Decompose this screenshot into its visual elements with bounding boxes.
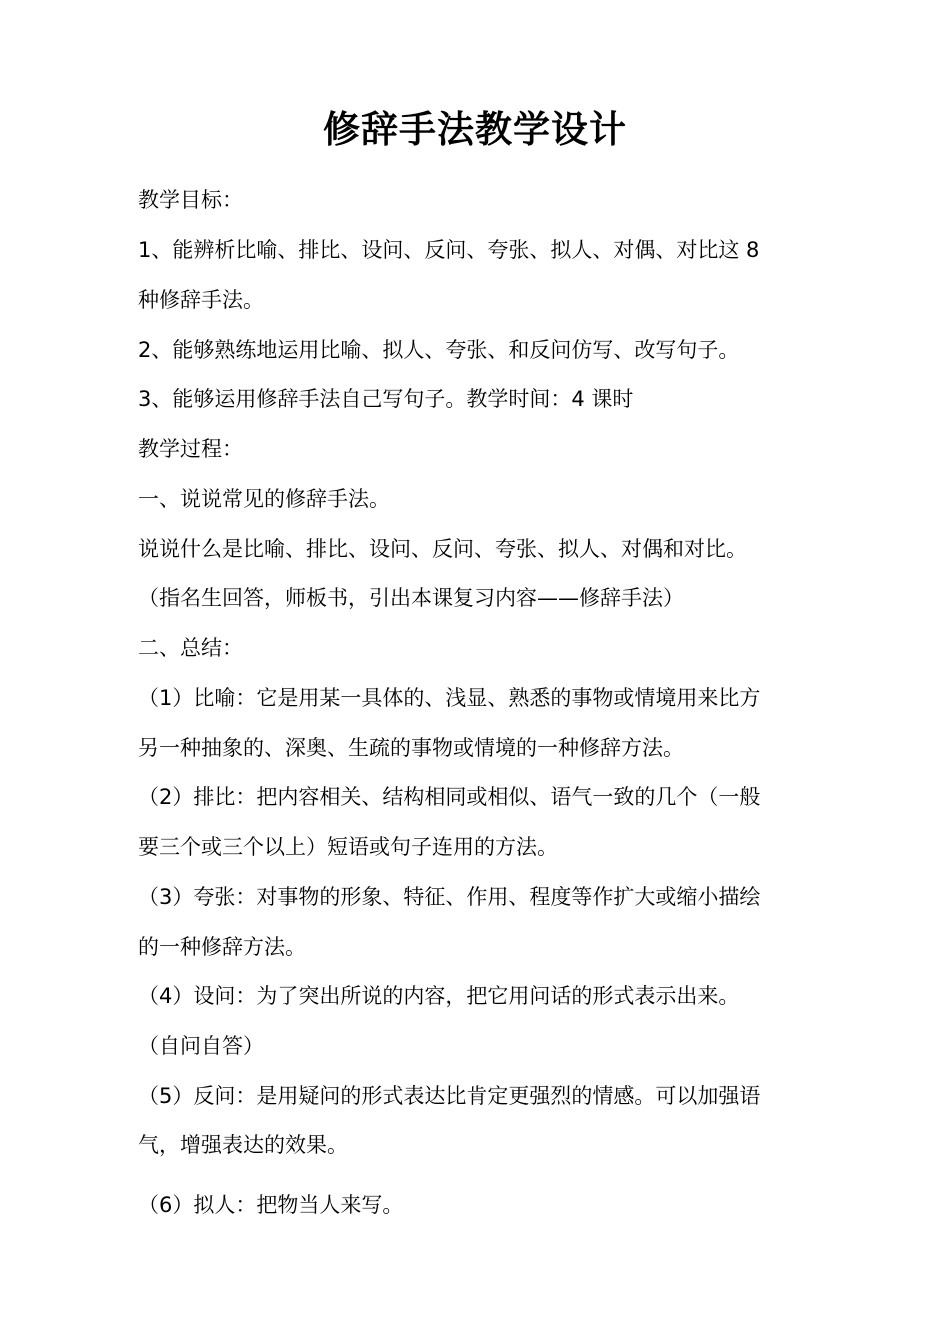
text-line: （1）比喻：它是用某一具体的、浅显、熟悉的事物或情境用来比方 (138, 686, 761, 710)
text-line: 二、总结： (138, 636, 243, 660)
text-line: 3、能够运用修辞手法自己写句子。教学时间：4 课时 (138, 387, 634, 411)
text-line: 种修辞手法。 (138, 288, 264, 312)
text-line: 教学目标： (138, 188, 243, 212)
text-line: 气，增强表达的效果。 (138, 1133, 348, 1157)
text-line: （4）设问：为了突出所说的内容，把它用问话的形式表示出来。 (138, 984, 740, 1008)
text-line: （2）排比：把内容相关、结构相同或相似、语气一致的几个（一般 (138, 785, 761, 809)
text-line: 教学过程： (138, 437, 243, 461)
text-line: （自问自答） (138, 1034, 264, 1058)
text-line: （6）拟人：把物当人来写。 (138, 1193, 404, 1217)
text-line: （3）夸张：对事物的形象、特征、作用、程度等作扩大或缩小描绘 (138, 885, 761, 909)
text-line: （5）反问：是用疑问的形式表达比肯定更强烈的情感。可以加强语 (138, 1084, 761, 1108)
text-line: 要三个或三个以上）短语或句子连用的方法。 (138, 835, 558, 859)
text-line: 一、说说常见的修辞手法。 (138, 487, 390, 511)
text-line: 1、能辨析比喻、排比、设问、反问、夸张、拟人、对偶、对比这 8 (138, 238, 760, 262)
text-line: （指名生回答，师板书，引出本课复习内容——修辞手法） (138, 586, 684, 610)
page-title: 修辞手法教学设计 (323, 108, 627, 151)
text-line: 另一种抽象的、深奥、生疏的事物或情境的一种修辞方法。 (138, 736, 684, 760)
text-line: 2、能够熟练地运用比喻、拟人、夸张、和反问仿写、改写句子。 (138, 338, 740, 362)
text-line: 的一种修辞方法。 (138, 935, 306, 959)
text-line: 说说什么是比喻、排比、设问、反问、夸张、拟人、对偶和对比。 (138, 537, 747, 561)
